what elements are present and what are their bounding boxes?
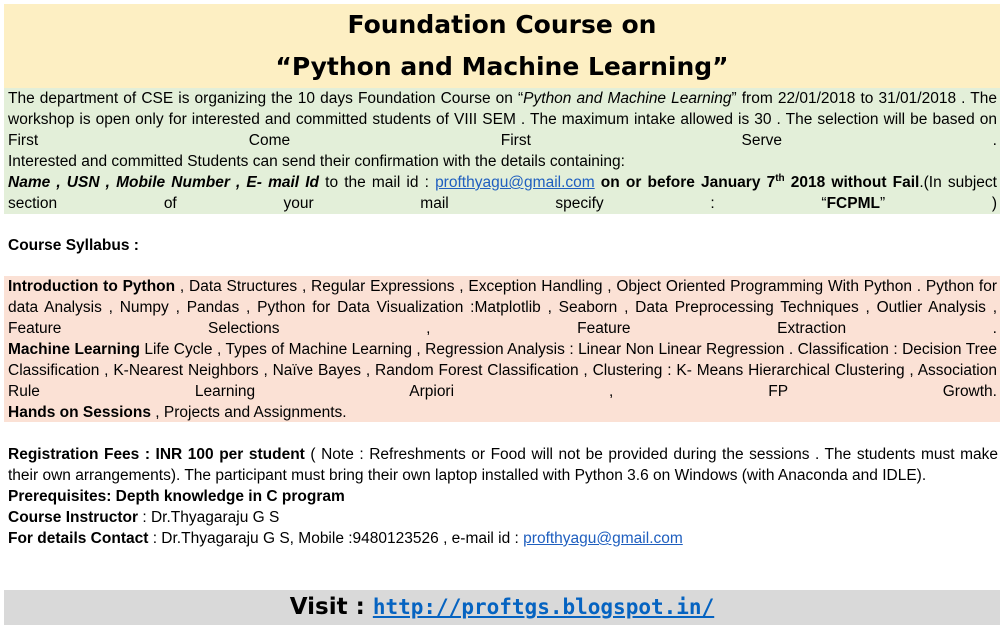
syllabus-section — [4, 276, 1000, 422]
ml-topics: Machine Learning Life Cycle , Types of Machine Learning , Regression Analysis : Linear Non Linear Regression . Classification : Decision Tree Classification , K-Nearest Neighbors , Naïve Bayes , Random Forest Classification , Clustering : K- Means Hierarchical Clustering , Association Rule Learning Arpiori , FP Growth. — [8, 341, 997, 400]
title-line-1: Foundation Course on — [347, 10, 657, 39]
subject-code: FCPML — [826, 195, 880, 212]
required-fields: Name , USN , Mobile Number , E- mail Id — [8, 174, 319, 191]
python-label: Introduction to Python — [8, 278, 176, 295]
contact-details: For details Contact : Dr.Thyagaraju G S, Mobile :9480123526 , e-mail id : profthyagu@gmail.com — [8, 530, 683, 547]
hands-on-label: Hands on Sessions — [8, 404, 151, 421]
contact-email-link[interactable]: profthyagu@gmail.com — [523, 530, 683, 547]
title-banner — [4, 4, 1000, 88]
title-line-2: “Python and Machine Learning” — [275, 52, 729, 81]
email-link[interactable]: profthyagu@gmail.com — [435, 174, 595, 191]
course-instructor: Course Instructor : Dr.Thyagaraju G S — [8, 509, 280, 526]
course-name-italic: Python and Machine Learning — [523, 90, 732, 107]
confirmation-line: Interested and committed Students can send their confirmation with the details containing: — [8, 153, 625, 170]
deadline-text: on or before January 7th 2018 without Fail — [594, 172, 920, 191]
intro-section — [4, 88, 1000, 214]
intro-text-b: ” from 22/01/2018 to 31/01/2018 . The workshop is open only for interested and committed students of VIII SEM . The maximum intake allowed is 30 . The selection will be based on First Come First Serve . — [8, 90, 997, 149]
visit-banner — [4, 590, 1000, 625]
python-topics: Introduction to Python , Data Structures , Regular Expressions , Exception Handling , Object Oriented Programming With Python . Python for data Analysis , Numpy , Pandas , Python for Data Visualization :Matplotlib , Seaborn , Data Preprocessing Techniques , Outlier Analysis , Feature Selections , Feature Extraction . — [8, 278, 997, 337]
blog-link[interactable]: http://proftgs.blogspot.in/ — [372, 595, 715, 619]
ml-label: Machine Learning — [8, 341, 140, 358]
confirmation-details: Name , USN , Mobile Number , E- mail Id to the mail id : profthyagu@gmail.com on or before January 7th 2018 without Fail.(In subject section of your mail specify : “FCPML” ) — [8, 172, 997, 212]
intro-text-a: The department of CSE is organizing the 10 days Foundation Course on “ — [8, 90, 524, 107]
mail-prefix: to the mail id : — [319, 174, 436, 191]
visit-label: Visit : — [289, 594, 373, 620]
hands-on-topics: Hands on Sessions , Projects and Assignments. — [8, 404, 347, 421]
fees-label: Registration Fees : INR 100 per student — [8, 446, 305, 463]
fees-paragraph: Registration Fees : INR 100 per student ( Note : Refreshments or Food will not be provided during the sessions . The students must make their own arrangements). The participant must bring their own laptop installed with Python 3.6 on Windows (with Anaconda and IDLE). — [8, 446, 998, 484]
intro-paragraph — [8, 88, 997, 151]
subject-instruction: .(In subject section of your mail specify : “ — [8, 174, 997, 212]
syllabus-heading: Course Syllabus : — [8, 237, 139, 254]
prerequisites: Prerequisites: Depth knowledge in C program — [8, 488, 345, 505]
details-section — [8, 444, 998, 549]
